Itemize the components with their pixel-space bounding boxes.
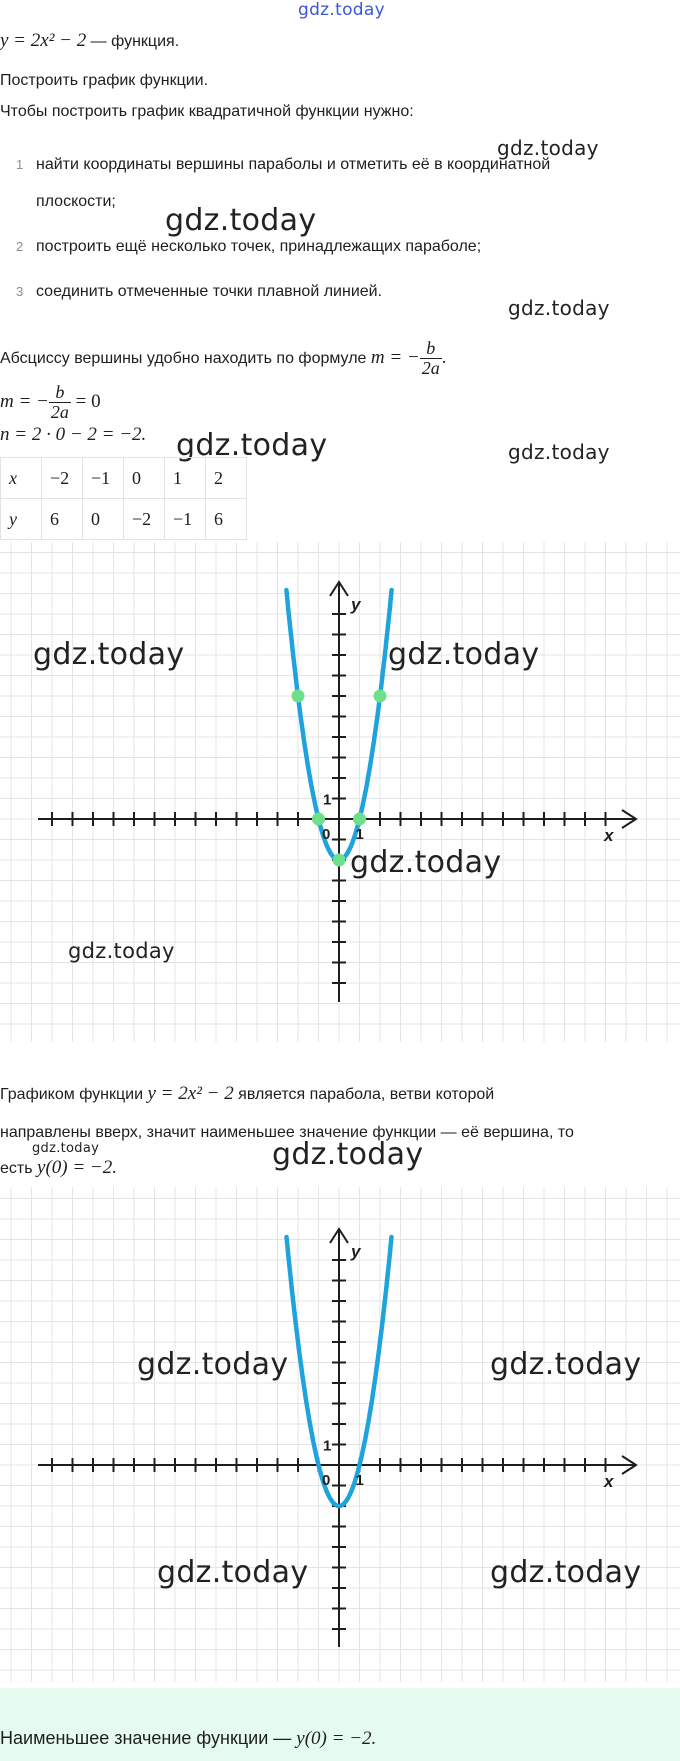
conclusion-text: является парабола, ветви которой [233,1086,495,1103]
m-rhs: = 0 [70,391,101,412]
min-value-formula: y(0) = −2. [37,1157,117,1178]
list-text: плоскости; [36,193,116,210]
table-cell: −2 [42,458,83,499]
fraction-denominator: 2a [50,402,69,423]
fraction [420,339,442,378]
x-axis-label: x [604,826,614,845]
table-cell: 2 [206,458,247,499]
m-calculation [0,380,101,425]
watermark: gdz.today [388,637,540,672]
conclusion-line [0,1157,117,1180]
m-lhs: m = − [0,391,49,412]
values-table [0,457,247,540]
watermark: gdz.today [68,939,175,963]
watermark: gdz.today [508,440,610,464]
vertex-text: Абсциссу вершины удобно находить по формуле [0,350,371,367]
answer-line [0,1726,376,1751]
list-text: соединить отмеченные точки плавной линией. [36,283,383,300]
function-formula: y = 2x² − 2 [0,30,87,51]
parabola-graph [0,542,680,1042]
conclusion-text: есть [0,1160,38,1177]
watermark: gdz.today [298,0,385,20]
parabola-graph-final [0,1187,680,1682]
watermark: gdz.today [165,203,317,238]
watermark: gdz.today [33,637,185,672]
intro-tail: — функция. [86,33,180,50]
list-number: 2 [16,239,24,254]
data-point [354,813,366,825]
watermark: gdz.today [176,428,328,463]
y-axis-label: y [351,595,361,614]
y-unit-label: 1 [323,1437,332,1455]
function-formula: y = 2x² − 2 [147,1083,234,1104]
watermark: gdz.today [350,845,502,880]
how-to-text: Чтобы построить график квадратичной функции нужно: [0,103,414,120]
answer-text: Наименьшее значение функции — [0,1728,297,1748]
watermark: gdz.today [490,1347,642,1382]
origin-label: 0 [322,826,331,843]
table-cell: 0 [83,499,124,540]
period: . [441,347,447,368]
fraction-numerator: b [49,383,71,403]
list-text: построить ещё несколько точек, принадлежащих параболе; [36,238,482,255]
conclusion-line [0,1083,494,1106]
y-unit-label: 1 [323,791,332,809]
conclusion-text: Графиком функции [0,1086,148,1103]
watermark: gdz.today [32,1141,100,1156]
fraction-numerator: b [420,339,442,359]
table-cell: −2 [124,499,165,540]
table-cell: 1 [165,458,206,499]
fraction [49,383,71,422]
list-number: 3 [16,284,24,299]
watermark: gdz.today [137,1347,289,1382]
table-row [1,458,247,499]
watermark: gdz.today [508,296,610,320]
watermark: gdz.today [497,136,599,160]
list-number: 1 [16,157,24,172]
answer-box [0,1688,680,1761]
table-cell: 6 [42,499,83,540]
table-cell: −1 [165,499,206,540]
y-axis-label: y [351,1242,361,1261]
vertex-formula-line [0,334,447,383]
task-text: Построить график функции. [0,72,209,89]
data-point [313,813,325,825]
answer-formula: y(0) = −2. [296,1728,377,1749]
data-point [333,854,345,866]
intro-line [0,30,179,53]
list-text: найти координаты вершины параболы и отметить её в координатной [36,156,551,173]
fraction-denominator: 2a [421,358,440,379]
table-cell: 6 [206,499,247,540]
watermark: gdz.today [490,1555,642,1590]
x-axis-label: x [604,1472,614,1491]
table-header-y: y [1,499,42,540]
vertex-formula-lhs: m = − [370,347,420,368]
table-cell: 0 [124,458,165,499]
table-row [1,499,247,540]
data-point [292,690,304,702]
origin-label: 0 [322,1472,331,1489]
watermark: gdz.today [157,1555,309,1590]
x-unit-label: 1 [355,826,364,843]
data-point [374,690,386,702]
table-header-x: x [1,458,42,499]
n-calculation: n = 2 · 0 − 2 = −2. [0,424,147,445]
x-unit-label: 1 [355,1472,364,1489]
conclusion-text: направлены вверх, значит наименьшее значение функции — её вершина, то [0,1124,574,1141]
watermark: gdz.today [272,1137,424,1172]
table-cell: −1 [83,458,124,499]
